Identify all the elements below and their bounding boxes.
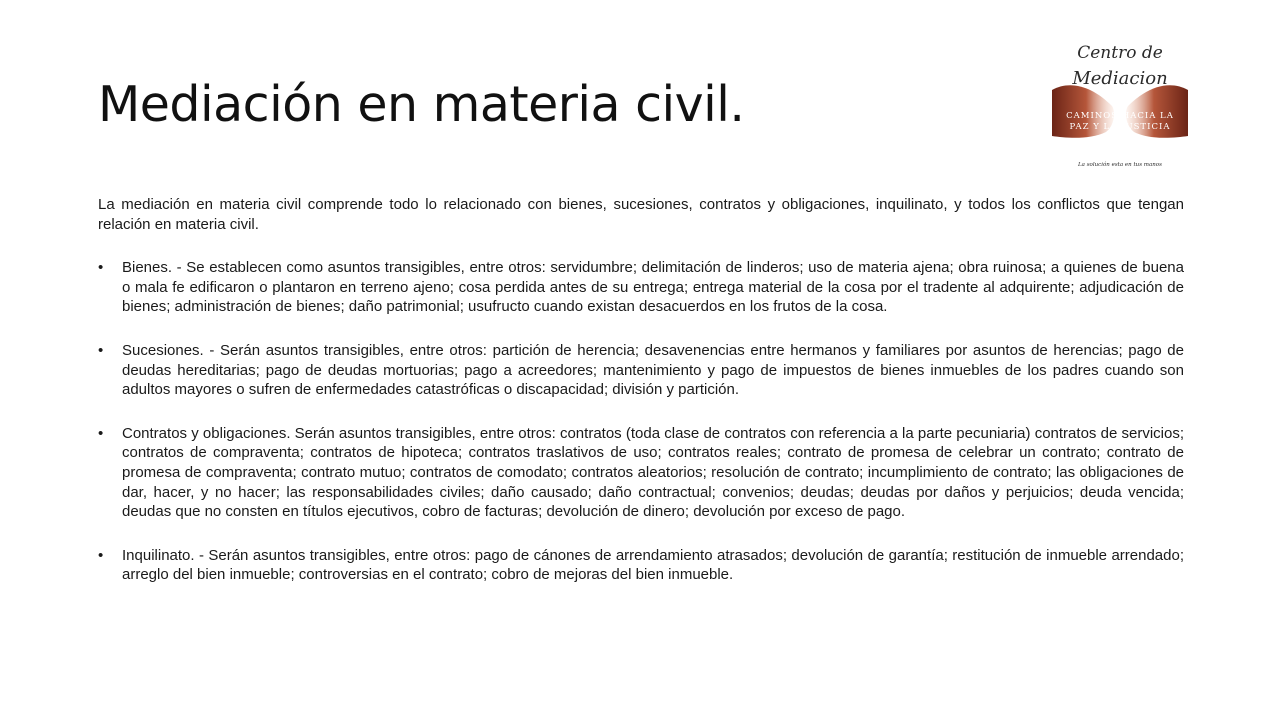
list-item-text: Contratos y obligaciones. Serán asuntos transigibles, entre otros: contratos (toda clase de contratos con referencia a la parte pecuniaria) contratos de servicios; contratos de compraventa; contratos de hipoteca; contratos traslativos de uso; contratos reales; contrato de promesa de celebrar un contrato; contrato de promesa de compraventa; contrato mutuo; contratos de comodato; contratos aleatorios; resolución de contrato; incumplimiento de contrato; las obligaciones de dar, hacer, y no hacer; las responsabilidades civiles; daño causado; daño contractual; convenios; deudas; deudas por daños y perjuicios; deuda vencida; deudas que no consten en títulos ejecutivos, cobro de facturas; devolución de dinero; devolución por exceso de pago. (122, 424, 1184, 521)
logo-band1: CAMINOS HACIA LA (1066, 111, 1174, 121)
list-item-sucesiones (98, 341, 1184, 400)
bullet-icon: • (98, 424, 104, 442)
logo-line1: Centro de (1077, 43, 1163, 63)
logo-tagline: La solución esta en tus manos (1078, 162, 1162, 168)
mediation-center-logo (1052, 36, 1188, 172)
list-item-text: Bienes. - Se establecen como asuntos transigibles, entre otros: servidumbre; delimitación de linderos; uso de materia ajena; obra ruinosa; a quienes de buena o mala fe edificaron o plantaron en terreno ajeno; cosa perdida antes de su entrega; entrega material de la cosa por el tradente al adquirente; adjudicación de bienes; administración de bienes; daño patrimonial; usufructo cuando existan desacuerdos en los frutos de la cosa. (122, 259, 1184, 316)
logo-band2: PAZ Y LA JUSTICIA (1069, 122, 1171, 132)
bullet-icon: • (98, 341, 104, 359)
logo-graphic (1052, 36, 1188, 172)
intro-paragraph: La mediación en materia civil comprende todo lo relacionado con bienes, sucesiones, contratos y obligaciones, inquilinato, y todos los conflictos que tengan relación en materia civil. (98, 196, 1184, 233)
page-title: Mediación en materia civil. (98, 76, 745, 133)
bullet-icon: • (98, 259, 104, 277)
list-item-text: Inquilinato. - Serán asuntos transigibles, entre otros: pago de cánones de arrendamiento atrasados; devolución de garantía; restitución de inmueble arrendado; arreglo del bien inmueble; controversias en el contrato; cobro de mejoras del bien inmueble. (122, 546, 1184, 584)
list-item-bienes (98, 258, 1184, 317)
list-item-contratos (98, 424, 1184, 522)
list-item-inquilinato (98, 546, 1184, 585)
list-item-text: Sucesiones. - Serán asuntos transigibles, entre otros: partición de herencia; desavenencias entre hermanos y familiares por asuntos de herencias; pago de deudas hereditarias; pago de deudas mortuorias; pago a acreedores; mantenimiento y pago de impuestos de bienes inmuebles de los padres cuando son adultos mayores o sufren de enfermedades catastróficas o discapacidad; división y partición. (122, 341, 1184, 399)
topic-list (98, 258, 1184, 585)
slide-body (98, 195, 1184, 609)
bullet-icon: • (98, 546, 104, 564)
logo-line2: Mediacion (1072, 68, 1168, 89)
